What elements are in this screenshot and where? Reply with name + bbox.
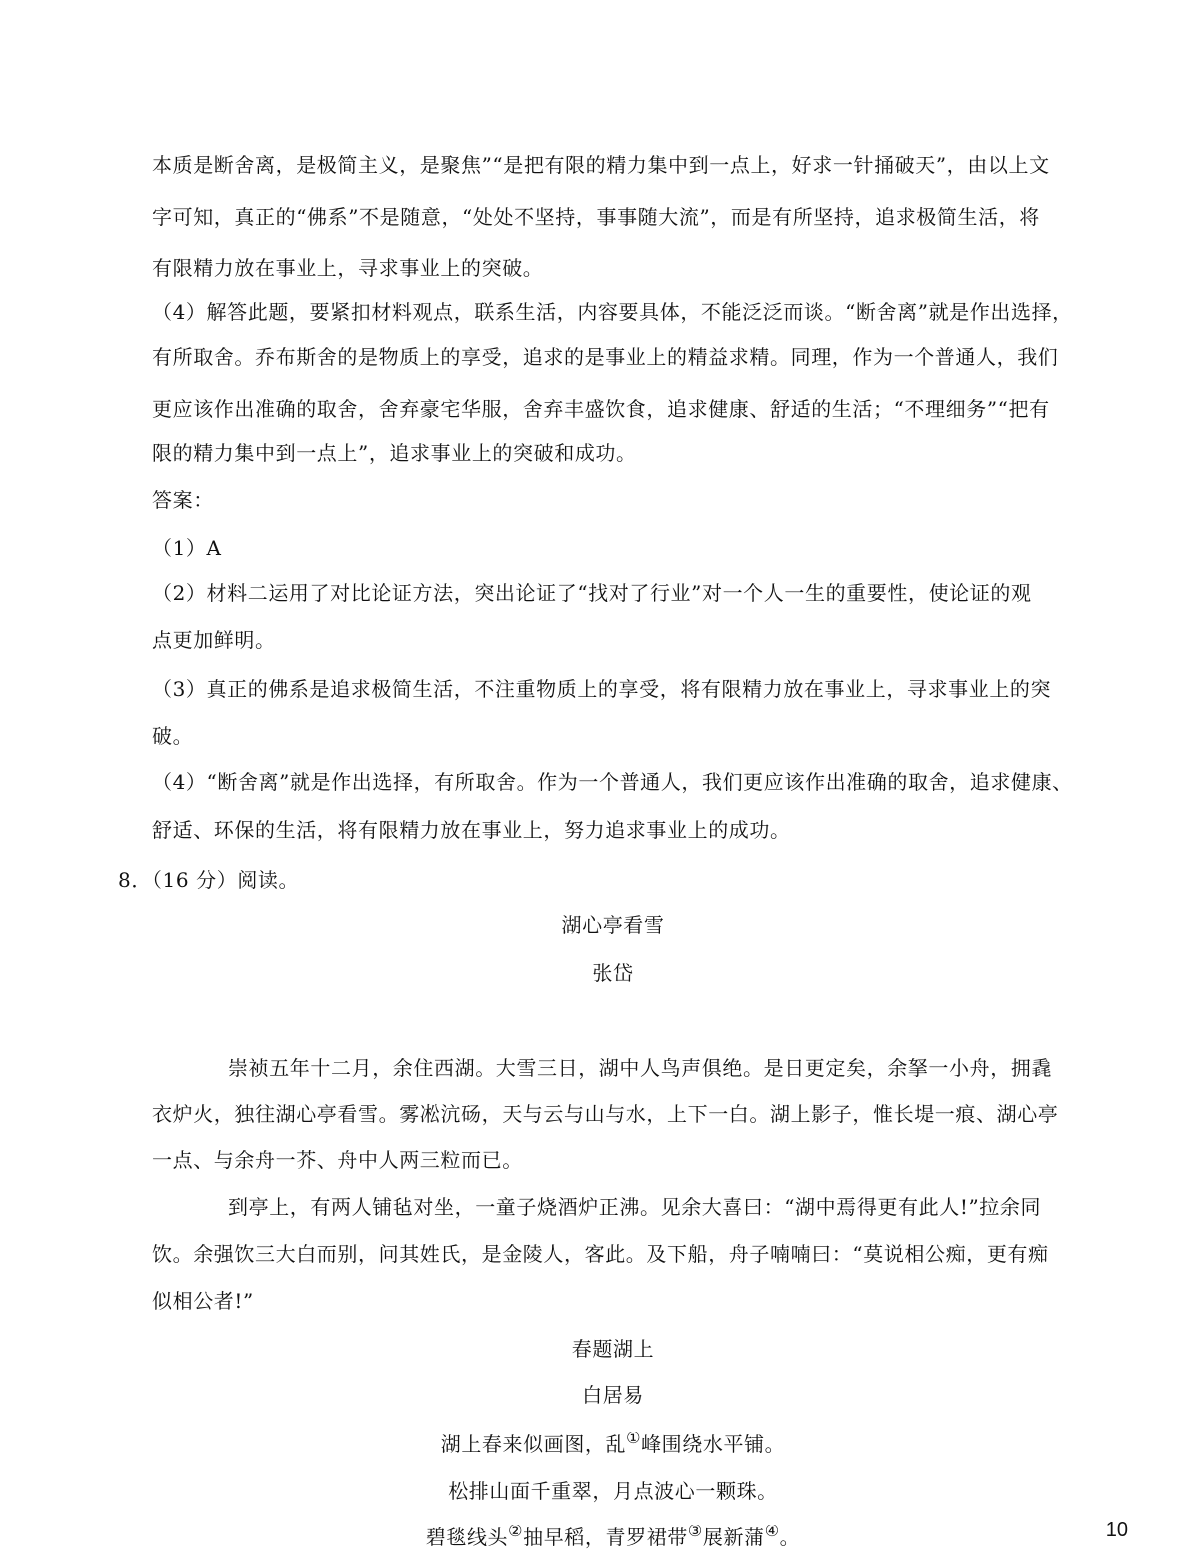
poem-line — [0, 1525, 1200, 1549]
question-8-heading: 8．（16 分）阅读。 — [118, 868, 300, 892]
text-line: 限的精力集中到一点上”，追求事业上的突破和成功。 — [152, 441, 637, 465]
poem-author: 白居易 — [582, 1383, 644, 1407]
text-line: 本质是断舍离，是极简主义，是聚焦”“是把有限的精力集中到一点上，好求一针捅破天”，由以上文 — [152, 153, 1050, 177]
poem-line-text: 。 — [779, 1525, 801, 1549]
poem-line-text: 湖上春来似画图，乱 — [440, 1432, 627, 1456]
footnote-marker: ④ — [764, 1525, 780, 1540]
footnote-marker: ③ — [687, 1525, 703, 1540]
footnote-marker: ① — [626, 1432, 642, 1447]
poem-line-text: 抽早稻，青罗裙带 — [523, 1525, 688, 1549]
answer-2-line: （2）材料二运用了对比论证方法，突出论证了“找对了行业”对一个人一生的重要性，使论证的观 — [152, 581, 1032, 605]
answer-3-line: 破。 — [152, 724, 194, 748]
answer-4-line: （4）“断舍离”就是作出选择，有所取舍。作为一个普通人，我们更应该作出准确的取舍，追求健康、 — [152, 770, 1073, 794]
text-line: 一点、与余舟一芥、舟中人两三粒而已。 — [152, 1148, 523, 1172]
answer-label: 答案： — [152, 488, 214, 512]
text-line: 饮。余强饮三大白而别，问其姓氏，是金陵人，客此。及下船，舟子喃喃曰：“莫说相公痴，更有痴 — [152, 1242, 1049, 1266]
poem-title: 春题湖上 — [571, 1337, 655, 1361]
text-line: （4）解答此题，要紧扣材料观点，联系生活，内容要具体，不能泛泛而谈。“断舍离”就是作出选择， — [152, 300, 1073, 324]
page-number: 10 — [1105, 1519, 1128, 1541]
text-line: 崇祯五年十二月，余住西湖。大雪三日，湖中人鸟声俱绝。是日更定矣，余拏一小舟，拥毳 — [228, 1056, 1052, 1080]
poem-line: 松排山面千重翠，月点波心一颗珠。 — [448, 1479, 778, 1503]
text-line: 似相公者!” — [152, 1289, 254, 1313]
poem-author: 张岱 — [592, 961, 634, 985]
poem-line-text: 碧毯线头 — [425, 1525, 509, 1549]
answer-4-line: 舒适、环保的生活，将有限精力放在事业上，努力追求事业上的成功。 — [152, 818, 791, 842]
answer-3-line: （3）真正的佛系是追求极简生活，不注重物质上的享受，将有限精力放在事业上，寻求事业上的突 — [152, 677, 1052, 701]
text-line: 有所取舍。乔布斯舍的是物质上的享受，追求的是事业上的精益求精。同理，作为一个普通人，我们 — [152, 345, 1059, 369]
text-line: 到亭上，有两人铺毡对坐，一童子烧酒炉正沸。见余大喜曰：“湖中焉得更有此人!”拉余同 — [228, 1195, 1042, 1219]
poem-line-text: 峰围绕水平铺。 — [641, 1432, 786, 1456]
footnote-marker: ② — [508, 1525, 524, 1540]
answer-2-line: 点更加鲜明。 — [152, 628, 276, 652]
poem-line-text: 展新蒲 — [702, 1525, 765, 1549]
text-line: 字可知，真正的“佛系”不是随意，“处处不坚持，事事随大流”，而是有所坚持，追求极简生活，将 — [152, 205, 1040, 229]
poem-line — [0, 1432, 1200, 1456]
text-line: 衣炉火，独往湖心亭看雪。雾凇沆砀，天与云与山与水，上下一白。湖上影子，惟长堤一痕、湖心亭 — [152, 1102, 1059, 1126]
poem-title: 湖心亭看雪 — [561, 913, 665, 937]
answer-1: （1）A — [152, 536, 222, 560]
text-line: 有限精力放在事业上，寻求事业上的突破。 — [152, 256, 544, 280]
text-line: 更应该作出准确的取舍，舍弃豪宅华服，舍弃丰盛饮食，追求健康、舒适的生活；“不理细务”“把有 — [152, 397, 1050, 421]
